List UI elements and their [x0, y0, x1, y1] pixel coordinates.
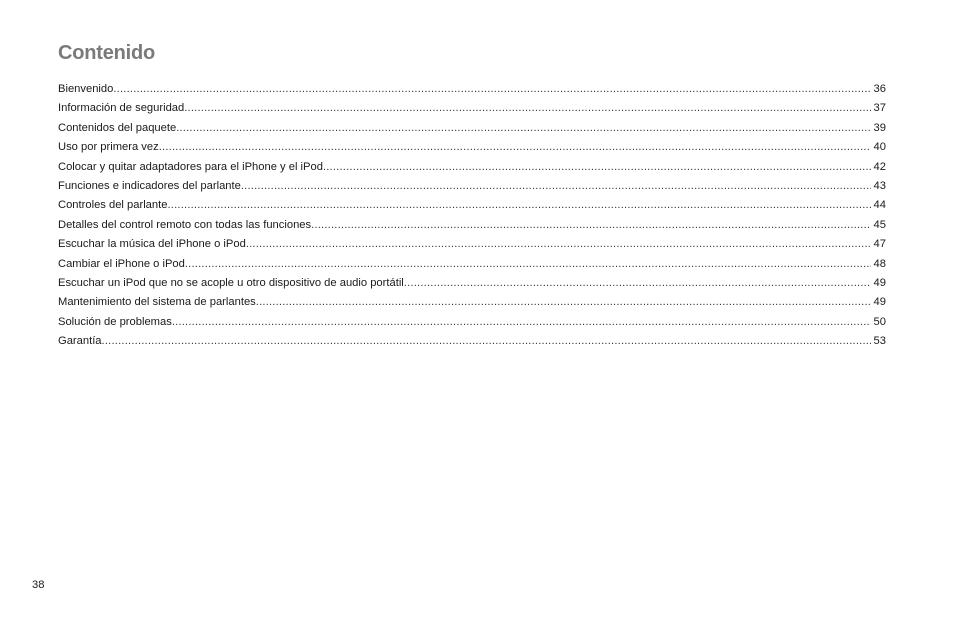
dot-leader [113, 80, 870, 99]
toc-entry-title: Solución de problemas [58, 315, 172, 328]
toc-entry[interactable] [58, 80, 886, 99]
toc-entry-title: Colocar y quitar adaptadores para el iPhone y el iPod [58, 160, 323, 173]
toc-entry-page: 53 [873, 335, 886, 348]
dot-leader [241, 177, 871, 196]
dot-leader [246, 235, 871, 254]
dot-leader [185, 255, 871, 274]
toc-entry[interactable] [58, 119, 886, 138]
toc-entry-page: 45 [873, 218, 886, 231]
dot-leader [184, 99, 870, 118]
toc-entry[interactable] [58, 274, 886, 293]
toc-entry[interactable] [58, 313, 886, 332]
dot-leader [404, 274, 871, 293]
page-number: 38 [32, 579, 45, 591]
toc-entry-page: 49 [873, 296, 886, 309]
toc-entry-page: 36 [873, 83, 886, 95]
toc-entry-page: 50 [873, 315, 886, 328]
toc-entry[interactable] [58, 255, 886, 274]
dot-leader [167, 196, 870, 215]
toc-entry-title: Detalles del control remoto con todas las funciones [58, 218, 312, 231]
toc-entry[interactable] [58, 196, 886, 215]
toc-entry-title: Escuchar la música del iPhone o iPod [58, 238, 246, 251]
toc-entry[interactable] [58, 332, 886, 351]
toc-entry[interactable] [58, 235, 886, 254]
toc-entry-page: 49 [873, 276, 886, 289]
toc-entry-title: Bienvenido [58, 83, 114, 95]
dot-leader [176, 119, 870, 138]
toc-entry-title: Garantía [58, 335, 102, 348]
toc-entry-page: 39 [873, 121, 886, 134]
toc-entry-page: 44 [873, 199, 886, 212]
toc-entry[interactable] [58, 138, 886, 157]
toc-entry[interactable] [58, 99, 886, 118]
toc-entry-title: Cambiar el iPhone o iPod [58, 257, 185, 270]
table-of-contents [58, 80, 886, 351]
toc-entry-title: Controles del parlante [58, 199, 168, 212]
toc-entry[interactable] [58, 216, 886, 235]
toc-entry-title: Contenidos del paquete [58, 121, 177, 134]
toc-entry-title: Información de seguridad [58, 102, 185, 115]
toc-entry-title: Funciones e indicadores del parlante [58, 179, 241, 192]
dot-leader [102, 332, 871, 351]
toc-entry[interactable] [58, 158, 886, 177]
toc-entry-title: Mantenimiento del sistema de parlantes [58, 296, 256, 309]
dot-leader [256, 293, 871, 312]
dot-leader [172, 313, 871, 332]
toc-entry-title: Uso por primera vez [58, 141, 159, 154]
toc-entry[interactable] [58, 293, 886, 312]
toc-entry-page: 48 [873, 257, 886, 270]
toc-entry-page: 43 [873, 179, 886, 192]
toc-entry-page: 37 [873, 102, 886, 115]
dot-leader [323, 158, 871, 177]
toc-entry[interactable] [58, 177, 886, 196]
toc-entry-page: 40 [873, 141, 886, 154]
toc-entry-title: Escuchar un iPod que no se acople u otro dispositivo de audio portátil [58, 276, 404, 289]
toc-entry-page: 47 [873, 238, 886, 251]
toc-entry-page: 42 [873, 160, 886, 173]
dot-leader [159, 138, 871, 157]
dot-leader [311, 216, 870, 235]
page-title: Contenido [58, 42, 156, 64]
